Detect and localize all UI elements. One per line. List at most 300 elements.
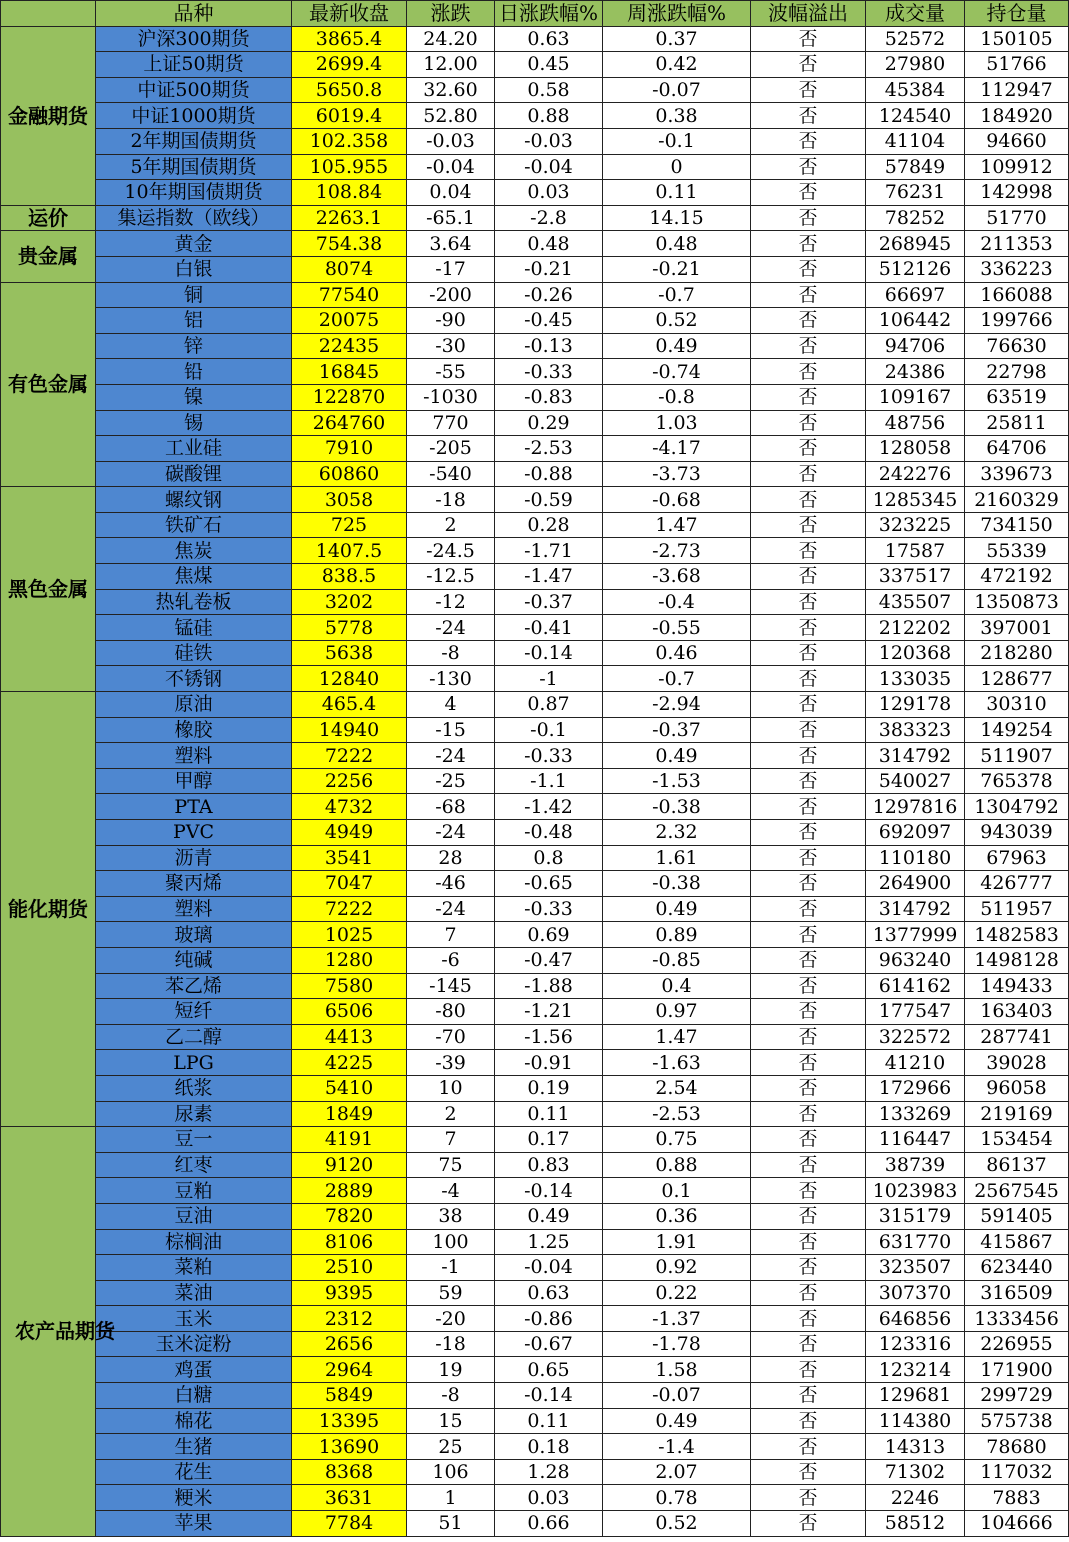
- volume-cell: 314792: [866, 743, 965, 769]
- volume-cell: 120368: [866, 640, 965, 666]
- variety-cell: 塑料: [96, 896, 292, 922]
- open-interest-cell: 426777: [965, 871, 1069, 897]
- daily-change-pct-cell: -0.83: [495, 384, 603, 410]
- volume-cell: 116447: [866, 1127, 965, 1153]
- close-cell: 3202: [292, 589, 407, 615]
- daily-change-pct-cell: 0.83: [495, 1152, 603, 1178]
- open-interest-cell: 287741: [965, 1024, 1069, 1050]
- overflow-cell: 否: [751, 845, 866, 871]
- volume-cell: 110180: [866, 845, 965, 871]
- open-interest-cell: 117032: [965, 1459, 1069, 1485]
- category-cell: 有色金属: [1, 282, 96, 487]
- overflow-cell: 否: [751, 1331, 866, 1357]
- table-row: [1, 1127, 1069, 1153]
- weekly-change-pct-cell: -0.07: [603, 77, 751, 103]
- daily-change-pct-cell: -0.33: [495, 743, 603, 769]
- volume-cell: 41104: [866, 128, 965, 154]
- volume-cell: 322572: [866, 1024, 965, 1050]
- variety-cell: 白银: [96, 256, 292, 282]
- change-cell: -30: [407, 333, 495, 359]
- weekly-change-pct-cell: 0.37: [603, 26, 751, 52]
- change-cell: -130: [407, 666, 495, 692]
- overflow-cell: 否: [751, 512, 866, 538]
- variety-cell: 尿素: [96, 1101, 292, 1127]
- volume-cell: 57849: [866, 154, 965, 180]
- close-cell: 102.358: [292, 128, 407, 154]
- variety-cell: 棉花: [96, 1408, 292, 1434]
- overflow-cell: 否: [751, 896, 866, 922]
- change-cell: 10: [407, 1075, 495, 1101]
- weekly-change-pct-cell: -3.73: [603, 461, 751, 487]
- close-cell: 7222: [292, 743, 407, 769]
- daily-change-pct-cell: -0.67: [495, 1331, 603, 1357]
- change-cell: -145: [407, 973, 495, 999]
- weekly-change-pct-cell: -1.53: [603, 768, 751, 794]
- daily-change-pct-cell: 0.18: [495, 1434, 603, 1460]
- variety-cell: 碳酸锂: [96, 461, 292, 487]
- table-row: [1, 922, 1069, 948]
- table-row: [1, 1229, 1069, 1255]
- weekly-change-pct-cell: -0.85: [603, 947, 751, 973]
- volume-cell: 646856: [866, 1306, 965, 1332]
- open-interest-cell: 153454: [965, 1127, 1069, 1153]
- daily-change-pct-cell: 0.45: [495, 52, 603, 78]
- change-cell: -39: [407, 1050, 495, 1076]
- change-cell: -55: [407, 359, 495, 385]
- open-interest-cell: 104666: [965, 1511, 1069, 1537]
- table-row: [1, 564, 1069, 590]
- change-cell: 28: [407, 845, 495, 871]
- table-row: [1, 1357, 1069, 1383]
- close-cell: 9120: [292, 1152, 407, 1178]
- variety-cell: 菜油: [96, 1280, 292, 1306]
- weekly-change-pct-cell: 1.58: [603, 1357, 751, 1383]
- close-cell: 1849: [292, 1101, 407, 1127]
- open-interest-cell: 51766: [965, 52, 1069, 78]
- overflow-cell: 否: [751, 538, 866, 564]
- change-cell: -24: [407, 820, 495, 846]
- change-cell: 106: [407, 1459, 495, 1485]
- weekly-change-pct-cell: -0.21: [603, 256, 751, 282]
- variety-cell: 玻璃: [96, 922, 292, 948]
- open-interest-cell: 511907: [965, 743, 1069, 769]
- volume-cell: 124540: [866, 103, 965, 129]
- volume-cell: 242276: [866, 461, 965, 487]
- weekly-change-pct-cell: 0.48: [603, 231, 751, 257]
- close-cell: 5849: [292, 1383, 407, 1409]
- volume-cell: 123316: [866, 1331, 965, 1357]
- weekly-change-pct-cell: 0.42: [603, 52, 751, 78]
- open-interest-cell: 64706: [965, 436, 1069, 462]
- variety-cell: 白糖: [96, 1383, 292, 1409]
- overflow-cell: 否: [751, 615, 866, 641]
- header-cell-open-interest: 持仓量: [965, 1, 1069, 27]
- change-cell: -65.1: [407, 205, 495, 231]
- variety-cell: 原油: [96, 692, 292, 718]
- weekly-change-pct-cell: -0.1: [603, 128, 751, 154]
- daily-change-pct-cell: 0.17: [495, 1127, 603, 1153]
- open-interest-cell: 7883: [965, 1485, 1069, 1511]
- close-cell: 13395: [292, 1408, 407, 1434]
- volume-cell: 172966: [866, 1075, 965, 1101]
- volume-cell: 123214: [866, 1357, 965, 1383]
- daily-change-pct-cell: 0.49: [495, 1203, 603, 1229]
- weekly-change-pct-cell: 0.38: [603, 103, 751, 129]
- variety-cell: 玉米: [96, 1306, 292, 1332]
- close-cell: 7580: [292, 973, 407, 999]
- variety-cell: 锰硅: [96, 615, 292, 641]
- close-cell: 3541: [292, 845, 407, 871]
- daily-change-pct-cell: 0.63: [495, 1280, 603, 1306]
- variety-cell: 豆粕: [96, 1178, 292, 1204]
- close-cell: 4191: [292, 1127, 407, 1153]
- variety-cell: 10年期国债期货: [96, 180, 292, 206]
- table-row: [1, 947, 1069, 973]
- variety-cell: LPG: [96, 1050, 292, 1076]
- overflow-cell: 否: [751, 103, 866, 129]
- header-cell-volume: 成交量: [866, 1, 965, 27]
- table-row: [1, 999, 1069, 1025]
- open-interest-cell: 943039: [965, 820, 1069, 846]
- variety-cell: 乙二醇: [96, 1024, 292, 1050]
- daily-change-pct-cell: 1.25: [495, 1229, 603, 1255]
- volume-cell: 692097: [866, 820, 965, 846]
- weekly-change-pct-cell: 0.49: [603, 896, 751, 922]
- volume-cell: 315179: [866, 1203, 965, 1229]
- volume-cell: 307370: [866, 1280, 965, 1306]
- variety-cell: 纯碱: [96, 947, 292, 973]
- overflow-cell: 否: [751, 1383, 866, 1409]
- overflow-cell: 否: [751, 180, 866, 206]
- volume-cell: 314792: [866, 896, 965, 922]
- table-row: [1, 308, 1069, 334]
- close-cell: 77540: [292, 282, 407, 308]
- table-row: [1, 359, 1069, 385]
- overflow-cell: 否: [751, 1127, 866, 1153]
- variety-cell: 花生: [96, 1459, 292, 1485]
- overflow-cell: 否: [751, 640, 866, 666]
- change-cell: -70: [407, 1024, 495, 1050]
- daily-change-pct-cell: -0.03: [495, 128, 603, 154]
- overflow-cell: 否: [751, 820, 866, 846]
- change-cell: -540: [407, 461, 495, 487]
- table-row: [1, 461, 1069, 487]
- table-row: [1, 231, 1069, 257]
- volume-cell: 268945: [866, 231, 965, 257]
- weekly-change-pct-cell: 0.46: [603, 640, 751, 666]
- volume-cell: 1377999: [866, 922, 965, 948]
- overflow-cell: 否: [751, 666, 866, 692]
- change-cell: -15: [407, 717, 495, 743]
- daily-change-pct-cell: 0.8: [495, 845, 603, 871]
- close-cell: 9395: [292, 1280, 407, 1306]
- daily-change-pct-cell: -1.21: [495, 999, 603, 1025]
- header-cell-variety: 品种: [96, 1, 292, 27]
- header-cell-volatility-overflow: 波幅溢出: [751, 1, 866, 27]
- change-cell: 75: [407, 1152, 495, 1178]
- daily-change-pct-cell: 0.03: [495, 180, 603, 206]
- volume-cell: 435507: [866, 589, 965, 615]
- close-cell: 6019.4: [292, 103, 407, 129]
- variety-cell: 热轧卷板: [96, 589, 292, 615]
- table-row: [1, 743, 1069, 769]
- variety-cell: 苯乙烯: [96, 973, 292, 999]
- variety-cell: 焦煤: [96, 564, 292, 590]
- category-cell: 农产品期货: [1, 1127, 96, 1537]
- variety-cell: 上证50期货: [96, 52, 292, 78]
- weekly-change-pct-cell: -0.07: [603, 1383, 751, 1409]
- weekly-change-pct-cell: 0.52: [603, 1511, 751, 1537]
- change-cell: -4: [407, 1178, 495, 1204]
- variety-cell: 中证1000期货: [96, 103, 292, 129]
- table-row: [1, 794, 1069, 820]
- change-cell: -18: [407, 487, 495, 513]
- close-cell: 2699.4: [292, 52, 407, 78]
- open-interest-cell: 55339: [965, 538, 1069, 564]
- change-cell: -1: [407, 1255, 495, 1281]
- table-row: [1, 180, 1069, 206]
- change-cell: -12: [407, 589, 495, 615]
- variety-cell: 硅铁: [96, 640, 292, 666]
- close-cell: 3631: [292, 1485, 407, 1511]
- volume-cell: 66697: [866, 282, 965, 308]
- table-row: [1, 871, 1069, 897]
- header-cell-category: [1, 1, 96, 27]
- weekly-change-pct-cell: 0: [603, 154, 751, 180]
- table-row: [1, 820, 1069, 846]
- open-interest-cell: 511957: [965, 896, 1069, 922]
- close-cell: 5778: [292, 615, 407, 641]
- overflow-cell: 否: [751, 1485, 866, 1511]
- close-cell: 5638: [292, 640, 407, 666]
- daily-change-pct-cell: 0.69: [495, 922, 603, 948]
- open-interest-cell: 30310: [965, 692, 1069, 718]
- daily-change-pct-cell: -0.33: [495, 896, 603, 922]
- change-cell: -90: [407, 308, 495, 334]
- daily-change-pct-cell: -1: [495, 666, 603, 692]
- overflow-cell: 否: [751, 1178, 866, 1204]
- change-cell: -18: [407, 1331, 495, 1357]
- daily-change-pct-cell: 0.88: [495, 103, 603, 129]
- volume-cell: 212202: [866, 615, 965, 641]
- variety-cell: 红枣: [96, 1152, 292, 1178]
- close-cell: 16845: [292, 359, 407, 385]
- close-cell: 8074: [292, 256, 407, 282]
- table-row: [1, 1255, 1069, 1281]
- weekly-change-pct-cell: 0.1: [603, 1178, 751, 1204]
- overflow-cell: 否: [751, 1511, 866, 1537]
- overflow-cell: 否: [751, 1280, 866, 1306]
- close-cell: 5650.8: [292, 77, 407, 103]
- overflow-cell: 否: [751, 1075, 866, 1101]
- open-interest-cell: 316509: [965, 1280, 1069, 1306]
- variety-cell: 不锈钢: [96, 666, 292, 692]
- header-cell-change: 涨跌: [407, 1, 495, 27]
- overflow-cell: 否: [751, 871, 866, 897]
- daily-change-pct-cell: 0.19: [495, 1075, 603, 1101]
- table-row: [1, 845, 1069, 871]
- overflow-cell: 否: [751, 1306, 866, 1332]
- weekly-change-pct-cell: 0.75: [603, 1127, 751, 1153]
- daily-change-pct-cell: 0.11: [495, 1408, 603, 1434]
- change-cell: 12.00: [407, 52, 495, 78]
- daily-change-pct-cell: -1.56: [495, 1024, 603, 1050]
- open-interest-cell: 78680: [965, 1434, 1069, 1460]
- table-row: [1, 1024, 1069, 1050]
- volume-cell: 106442: [866, 308, 965, 334]
- volume-cell: 614162: [866, 973, 965, 999]
- open-interest-cell: 112947: [965, 77, 1069, 103]
- change-cell: 25: [407, 1434, 495, 1460]
- change-cell: 770: [407, 410, 495, 436]
- volume-cell: 78252: [866, 205, 965, 231]
- open-interest-cell: 149254: [965, 717, 1069, 743]
- volume-cell: 337517: [866, 564, 965, 590]
- weekly-change-pct-cell: 0.92: [603, 1255, 751, 1281]
- variety-cell: PVC: [96, 820, 292, 846]
- table-row: [1, 1331, 1069, 1357]
- close-cell: 7820: [292, 1203, 407, 1229]
- daily-change-pct-cell: 0.87: [495, 692, 603, 718]
- close-cell: 2656: [292, 1331, 407, 1357]
- volume-cell: 114380: [866, 1408, 965, 1434]
- variety-cell: 黄金: [96, 231, 292, 257]
- overflow-cell: 否: [751, 794, 866, 820]
- table-row: [1, 512, 1069, 538]
- change-cell: -46: [407, 871, 495, 897]
- header-row: [1, 1, 1069, 27]
- daily-change-pct-cell: 0.66: [495, 1511, 603, 1537]
- change-cell: -205: [407, 436, 495, 462]
- open-interest-cell: 94660: [965, 128, 1069, 154]
- weekly-change-pct-cell: 0.78: [603, 1485, 751, 1511]
- daily-change-pct-cell: -1.42: [495, 794, 603, 820]
- overflow-cell: 否: [751, 26, 866, 52]
- variety-cell: 粳米: [96, 1485, 292, 1511]
- overflow-cell: 否: [751, 768, 866, 794]
- header-cell-latest-close: 最新收盘: [292, 1, 407, 27]
- open-interest-cell: 415867: [965, 1229, 1069, 1255]
- weekly-change-pct-cell: -0.8: [603, 384, 751, 410]
- change-cell: -12.5: [407, 564, 495, 590]
- daily-change-pct-cell: -2.8: [495, 205, 603, 231]
- volume-cell: 512126: [866, 256, 965, 282]
- variety-cell: 铜: [96, 282, 292, 308]
- change-cell: -25: [407, 768, 495, 794]
- close-cell: 3865.4: [292, 26, 407, 52]
- volume-cell: 52572: [866, 26, 965, 52]
- weekly-change-pct-cell: 0.97: [603, 999, 751, 1025]
- volume-cell: 177547: [866, 999, 965, 1025]
- volume-cell: 17587: [866, 538, 965, 564]
- daily-change-pct-cell: -1.88: [495, 973, 603, 999]
- volume-cell: 38739: [866, 1152, 965, 1178]
- category-cell: 黑色金属: [1, 487, 96, 692]
- variety-cell: 铝: [96, 308, 292, 334]
- change-cell: 3.64: [407, 231, 495, 257]
- change-cell: -8: [407, 640, 495, 666]
- close-cell: 754.38: [292, 231, 407, 257]
- table-row: [1, 128, 1069, 154]
- category-cell: 金融期货: [1, 26, 96, 205]
- weekly-change-pct-cell: -2.53: [603, 1101, 751, 1127]
- table-row: [1, 1459, 1069, 1485]
- volume-cell: 71302: [866, 1459, 965, 1485]
- daily-change-pct-cell: 0.28: [495, 512, 603, 538]
- variety-cell: 工业硅: [96, 436, 292, 462]
- weekly-change-pct-cell: 1.61: [603, 845, 751, 871]
- close-cell: 264760: [292, 410, 407, 436]
- variety-cell: 苹果: [96, 1511, 292, 1537]
- overflow-cell: 否: [751, 999, 866, 1025]
- table-row: [1, 154, 1069, 180]
- volume-cell: 94706: [866, 333, 965, 359]
- overflow-cell: 否: [751, 487, 866, 513]
- variety-cell: 生猪: [96, 1434, 292, 1460]
- overflow-cell: 否: [751, 231, 866, 257]
- close-cell: 7910: [292, 436, 407, 462]
- close-cell: 22435: [292, 333, 407, 359]
- overflow-cell: 否: [751, 717, 866, 743]
- change-cell: 4: [407, 692, 495, 718]
- open-interest-cell: 1333456: [965, 1306, 1069, 1332]
- open-interest-cell: 63519: [965, 384, 1069, 410]
- open-interest-cell: 51770: [965, 205, 1069, 231]
- table-row: [1, 487, 1069, 513]
- close-cell: 7222: [292, 896, 407, 922]
- daily-change-pct-cell: -0.14: [495, 640, 603, 666]
- volume-cell: 963240: [866, 947, 965, 973]
- close-cell: 12840: [292, 666, 407, 692]
- table-row: [1, 1434, 1069, 1460]
- daily-change-pct-cell: -0.59: [495, 487, 603, 513]
- open-interest-cell: 472192: [965, 564, 1069, 590]
- change-cell: -0.04: [407, 154, 495, 180]
- variety-cell: 甲醇: [96, 768, 292, 794]
- overflow-cell: 否: [751, 1255, 866, 1281]
- variety-cell: 焦炭: [96, 538, 292, 564]
- daily-change-pct-cell: -1.71: [495, 538, 603, 564]
- table-row: [1, 1152, 1069, 1178]
- change-cell: 19: [407, 1357, 495, 1383]
- table-row: [1, 1050, 1069, 1076]
- volume-cell: 1297816: [866, 794, 965, 820]
- table-row: [1, 615, 1069, 641]
- open-interest-cell: 765378: [965, 768, 1069, 794]
- volume-cell: 27980: [866, 52, 965, 78]
- header-cell-weekly-change-pct: 周涨跌幅%: [603, 1, 751, 27]
- close-cell: 1407.5: [292, 538, 407, 564]
- change-cell: -200: [407, 282, 495, 308]
- table-row: [1, 1178, 1069, 1204]
- open-interest-cell: 734150: [965, 512, 1069, 538]
- overflow-cell: 否: [751, 1203, 866, 1229]
- overflow-cell: 否: [751, 359, 866, 385]
- overflow-cell: 否: [751, 308, 866, 334]
- variety-cell: 铁矿石: [96, 512, 292, 538]
- table-row: [1, 52, 1069, 78]
- close-cell: 465.4: [292, 692, 407, 718]
- weekly-change-pct-cell: 2.54: [603, 1075, 751, 1101]
- variety-cell: PTA: [96, 794, 292, 820]
- weekly-change-pct-cell: 1.47: [603, 1024, 751, 1050]
- overflow-cell: 否: [751, 410, 866, 436]
- table-row: [1, 768, 1069, 794]
- daily-change-pct-cell: -0.04: [495, 1255, 603, 1281]
- close-cell: 2263.1: [292, 205, 407, 231]
- table-row: [1, 1101, 1069, 1127]
- variety-cell: 5年期国债期货: [96, 154, 292, 180]
